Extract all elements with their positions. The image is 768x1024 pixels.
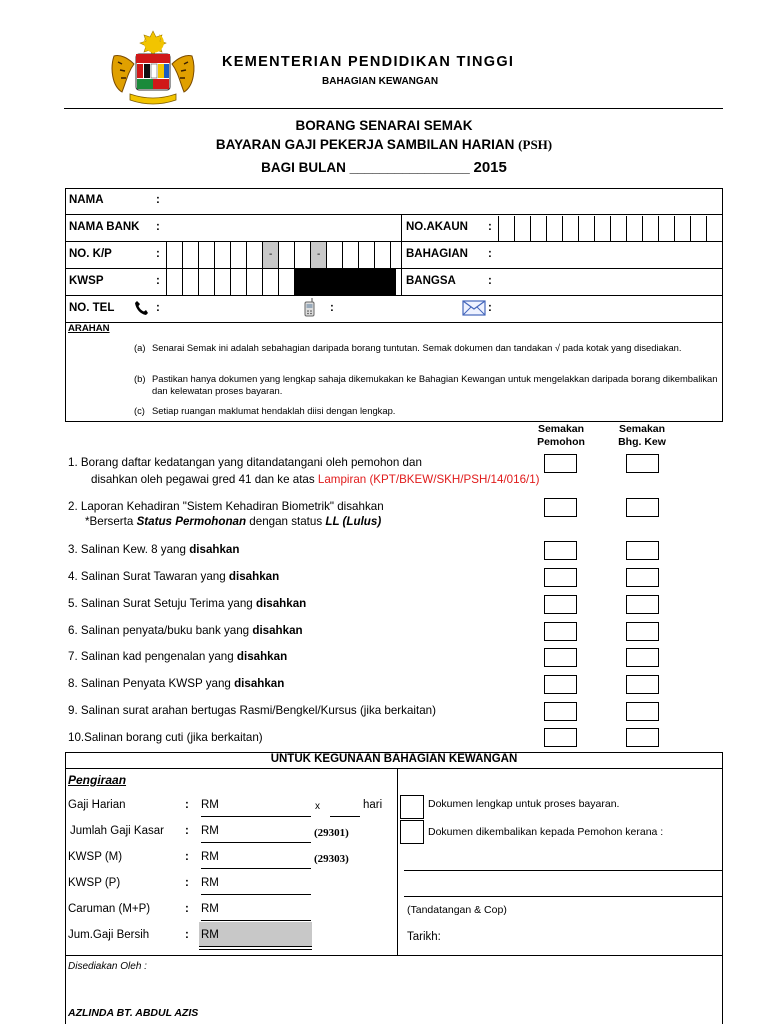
- email-icon: [462, 300, 486, 316]
- form-subtitle: BAYARAN GAJI PEKERJA SAMBILAN HARIAN (PSH): [215, 137, 553, 152]
- no-kp-digit-boxes[interactable]: [166, 242, 396, 268]
- caruman-field[interactable]: [232, 904, 310, 919]
- jum-gaji-bersih-field[interactable]: [232, 924, 310, 944]
- no-tel-label: NO. TEL: [69, 302, 115, 314]
- caruman-label: Caruman (M+P): [68, 903, 151, 915]
- jum-gaji-bersih-label: Jum.Gaji Bersih: [68, 929, 150, 941]
- mobile-phone-icon: [303, 298, 317, 318]
- reason-field[interactable]: [404, 856, 722, 894]
- jumlah-gaji-field[interactable]: [232, 826, 310, 841]
- checklist-item-7: 7. Salinan kad pengenalan yang disahkan: [68, 650, 288, 663]
- code-29301: (29301): [314, 827, 349, 839]
- no-akaun-label: NO.AKAUN: [406, 221, 468, 233]
- kwsp-label: KWSP: [69, 275, 104, 287]
- no-kp-label: NO. K/P: [69, 248, 112, 260]
- jumlah-gaji-label: Jumlah Gaji Kasar: [70, 825, 164, 837]
- coat-of-arms-crest: [106, 28, 200, 106]
- nama-bank-field[interactable]: [166, 216, 398, 239]
- checkbox-kew-5[interactable]: [626, 595, 659, 614]
- arahan-b: Pastikan hanya dokumen yang lengkap sahaja dikemukakan ke Bahagian Kewangan untuk mengelakkan daripada borang dikembalikan dan kelewatan proses bayaran.: [152, 373, 718, 396]
- kwsp-digit-boxes[interactable]: [166, 269, 396, 295]
- checkbox-pemohon-9[interactable]: [544, 702, 577, 721]
- checkbox-kew-3[interactable]: [626, 541, 659, 560]
- code-29303: (29303): [314, 853, 349, 865]
- nama-label: NAMA: [69, 194, 104, 206]
- checkbox-kew-10[interactable]: [626, 728, 659, 747]
- checklist-item-3: 3. Salinan Kew. 8 yang disahkan: [68, 543, 240, 556]
- ministry-name: KEMENTERIAN PENDIDIKAN TINGGI: [222, 54, 515, 70]
- preparer-name: AZLINDA BT. ABDUL AZIS: [68, 1007, 199, 1019]
- bahagian-label: BAHAGIAN: [406, 248, 468, 260]
- checklist-item-9: 9. Salinan surat arahan bertugas Rasmi/Bengkel/Kursus (jika berkaitan): [68, 704, 436, 717]
- form-title: BORANG SENARAI SEMAK: [295, 118, 473, 133]
- checkbox-pemohon-2[interactable]: [544, 498, 577, 517]
- checklist-item-4: 4. Salinan Surat Tawaran yang disahkan: [68, 570, 280, 583]
- checklist-item-8: 8. Salinan Penyata KWSP yang disahkan: [68, 677, 285, 690]
- checkbox-dokumen-lengkap[interactable]: [400, 795, 424, 819]
- checkbox-kew-1[interactable]: [626, 454, 659, 473]
- disediakan-oleh-label: Disediakan Oleh :: [68, 961, 147, 972]
- checkbox-kew-8[interactable]: [626, 675, 659, 694]
- checkbox-pemohon-4[interactable]: [544, 568, 577, 587]
- checklist-item-5: 5. Salinan Surat Setuju Terima yang disahkan: [68, 597, 307, 610]
- checkbox-kew-9[interactable]: [626, 702, 659, 721]
- bangsa-label: BANGSA: [406, 275, 456, 287]
- header-divider: [64, 108, 723, 109]
- col-semakan-kewangan: Semakan Bhg. Kew: [618, 423, 666, 448]
- checkbox-pemohon-7[interactable]: [544, 648, 577, 667]
- gaji-harian-field[interactable]: [232, 800, 310, 815]
- bahagian-field[interactable]: [498, 243, 720, 266]
- kwsp-m-field[interactable]: [232, 852, 310, 867]
- dokumen-lengkap-text: Dokumen lengkap untuk proses bayaran.: [428, 798, 620, 810]
- col-semakan-pemohon: Semakan Pemohon: [537, 423, 585, 448]
- checklist-item-6: 6. Salinan penyata/buku bank yang disahkan: [68, 624, 303, 637]
- office-use-heading: UNTUK KEGUNAAN BAHAGIAN KEWANGAN: [270, 753, 518, 765]
- kwsp-p-field[interactable]: [232, 878, 310, 893]
- arahan-heading: ARAHAN: [68, 323, 110, 334]
- checklist-item-1: 1. Borang daftar kedatangan yang ditandatangani oleh pemohon dan disahkan oleh pegawai gred 41 dan ke atas Lampiran (KPT/BKEW/SKH/PSH/14/016/1): [68, 456, 540, 486]
- checkbox-pemohon-5[interactable]: [544, 595, 577, 614]
- form-month-line: BAGI BULAN ________________ 2015: [261, 159, 507, 176]
- kwsp-p-label: KWSP (P): [68, 877, 121, 889]
- bangsa-field[interactable]: [498, 270, 720, 293]
- kwsp-m-label: KWSP (M): [68, 851, 123, 863]
- checkbox-dokumen-dikembalikan[interactable]: [400, 820, 424, 844]
- gaji-harian-label: Gaji Harian: [68, 799, 126, 811]
- pengiraan-heading: Pengiraan: [68, 773, 127, 787]
- checkbox-kew-2[interactable]: [626, 498, 659, 517]
- division-name: BAHAGIAN KEWANGAN: [322, 76, 439, 87]
- checkbox-kew-6[interactable]: [626, 622, 659, 641]
- checkbox-pemohon-8[interactable]: [544, 675, 577, 694]
- checkbox-pemohon-1[interactable]: [544, 454, 577, 473]
- dokumen-dikembalikan-text: Dokumen dikembalikan kepada Pemohon kerana :: [428, 826, 664, 838]
- tandatangan-label: (Tandatangan & Cop): [407, 904, 507, 916]
- phone-icon: [134, 300, 148, 316]
- nama-field[interactable]: [166, 190, 721, 213]
- checkbox-pemohon-3[interactable]: [544, 541, 577, 560]
- tarikh-label: Tarikh:: [407, 931, 441, 943]
- checklist-item-10: 10.Salinan borang cuti (jika berkaitan): [68, 731, 263, 744]
- checklist-item-2: 2. Laporan Kehadiran "Sistem Kehadiran Biometrik" disahkan *Berserta Status Permohonan dengan status LL (Lulus): [68, 500, 384, 528]
- checkbox-kew-4[interactable]: [626, 568, 659, 587]
- arahan-a: Senarai Semak ini adalah sebahagian daripada borang tuntutan. Semak dokumen dan tandakan √ pada kotak yang disediakan.: [152, 342, 682, 353]
- no-akaun-digit-boxes[interactable]: [498, 216, 707, 240]
- checkbox-pemohon-10[interactable]: [544, 728, 577, 747]
- nama-bank-label: NAMA BANK: [69, 221, 140, 233]
- checkbox-pemohon-6[interactable]: [544, 622, 577, 641]
- arahan-c: Setiap ruangan maklumat hendaklah diisi dengan lengkap.: [152, 405, 396, 416]
- checkbox-kew-7[interactable]: [626, 648, 659, 667]
